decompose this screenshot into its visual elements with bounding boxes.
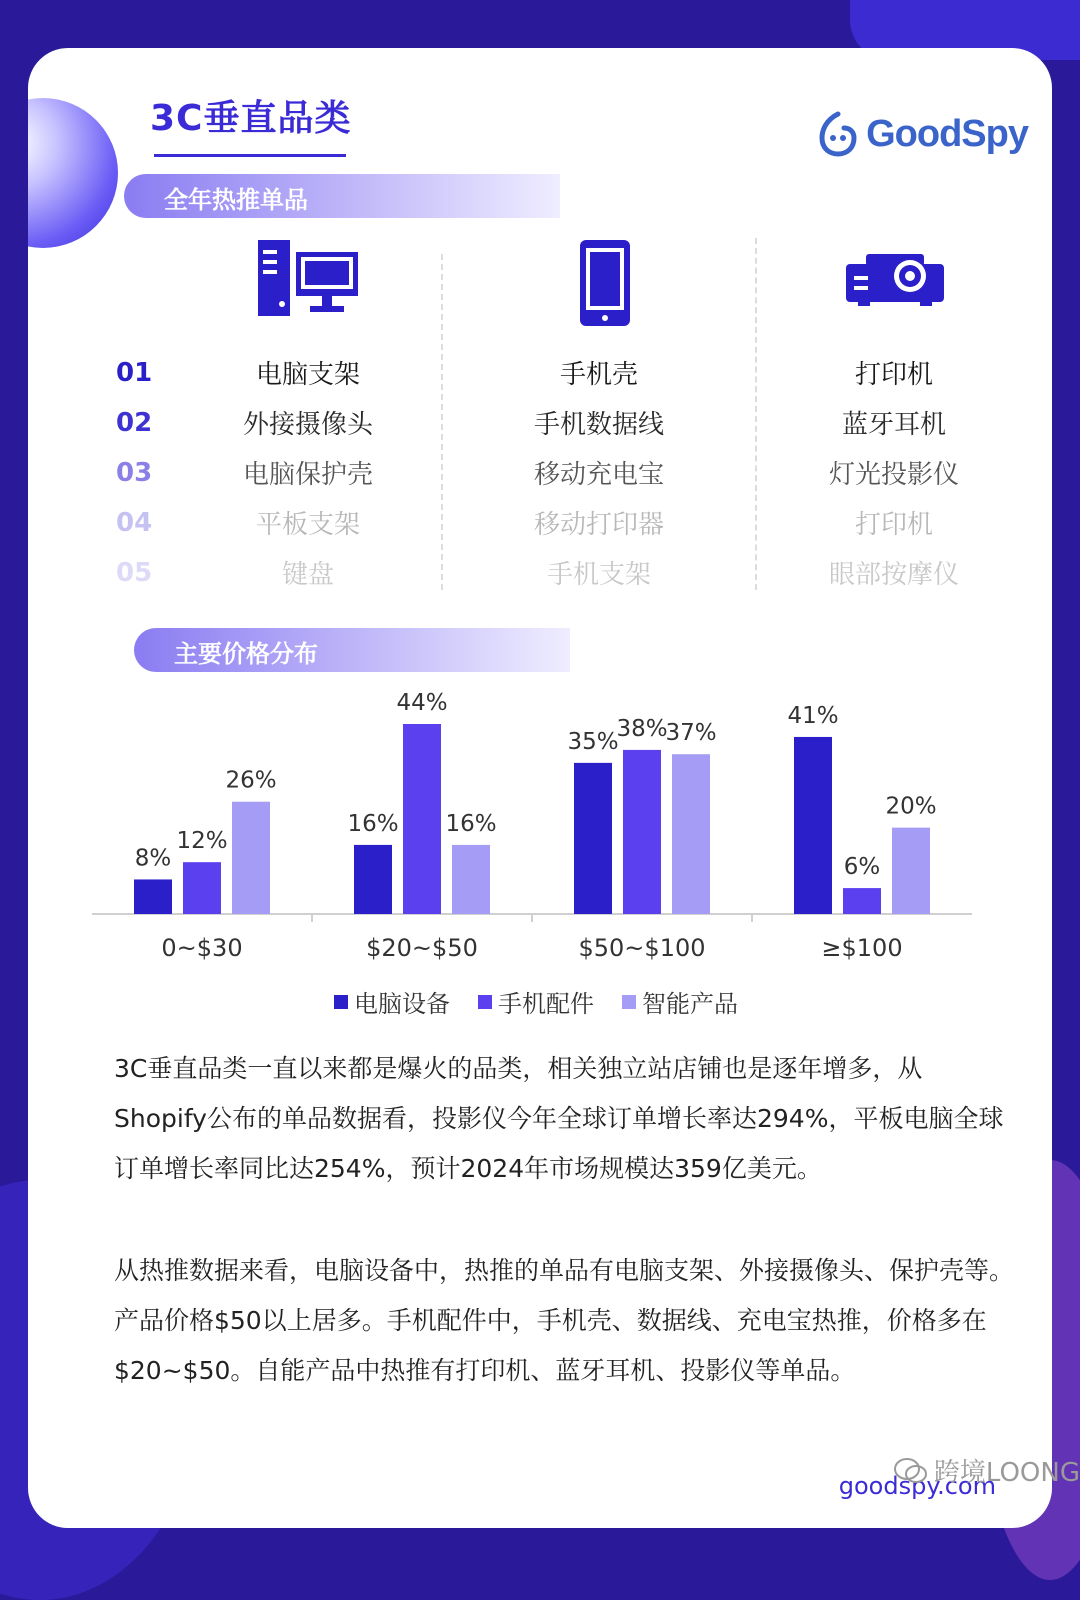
list-item: 灯光投影仪 xyxy=(828,460,959,490)
page-title: 3C垂直品类 xyxy=(150,98,352,139)
bar xyxy=(232,802,270,914)
legend-swatch xyxy=(622,995,636,1009)
bar xyxy=(672,754,710,914)
logo-text: GoodSpy xyxy=(866,112,1028,155)
list-item: 平板支架 xyxy=(255,510,360,540)
legend-label: 手机配件 xyxy=(498,990,594,1018)
list-item: 打印机 xyxy=(854,360,933,390)
rank-number: 05 xyxy=(116,558,153,588)
legend-swatch xyxy=(334,995,348,1009)
x-tick-label: $50~$100 xyxy=(578,934,706,962)
section-title: 全年热推单品 xyxy=(164,186,308,214)
list-item: 外接摄像头 xyxy=(242,410,373,440)
data-label: 41% xyxy=(787,702,839,729)
list-item: 键盘 xyxy=(281,560,334,590)
rank-number: 01 xyxy=(116,358,153,388)
bar xyxy=(183,862,221,914)
list-item: 蓝牙耳机 xyxy=(841,410,946,440)
watermark xyxy=(894,1452,1080,1489)
legend-label: 电脑设备 xyxy=(354,990,450,1018)
data-label: 38% xyxy=(616,715,668,742)
data-label: 8% xyxy=(134,845,172,872)
rank-number: 04 xyxy=(116,508,153,538)
list-item: 眼部按摩仪 xyxy=(828,560,959,590)
legend-item xyxy=(478,984,594,1019)
list-item: 手机数据线 xyxy=(533,410,664,440)
x-tick-label: $20~$50 xyxy=(366,934,478,962)
list-item: 电脑保护壳 xyxy=(242,460,373,490)
legend-label: 智能产品 xyxy=(642,990,738,1018)
wechat-icon xyxy=(894,1457,928,1485)
watermark-text: 跨境LOONG xyxy=(933,1458,1080,1488)
x-tick-label: ≥$100 xyxy=(821,934,903,962)
list-item: 移动打印器 xyxy=(533,510,664,540)
chart-legend xyxy=(334,984,738,1019)
bar xyxy=(574,763,612,914)
footer-url[interactable]: goodspy.com xyxy=(838,1472,996,1500)
bar xyxy=(403,724,441,914)
rank-number: 03 xyxy=(116,458,153,488)
bar xyxy=(452,845,490,914)
list-item: 电脑支架 xyxy=(255,360,360,390)
list-item: 手机支架 xyxy=(546,560,651,590)
data-label: 12% xyxy=(176,828,228,855)
data-label: 26% xyxy=(225,767,277,794)
rank-number: 02 xyxy=(116,408,153,438)
data-label: 35% xyxy=(567,728,619,755)
legend-item xyxy=(622,984,738,1019)
content-card xyxy=(28,48,1052,1528)
bar xyxy=(134,879,172,914)
price-distribution-chart xyxy=(28,48,1052,988)
list-item: 打印机 xyxy=(854,510,933,540)
bar xyxy=(892,828,930,914)
legend-swatch xyxy=(478,995,492,1009)
bar xyxy=(794,737,832,914)
x-tick-label: 0~$30 xyxy=(161,934,243,962)
data-label: 6% xyxy=(843,854,881,881)
body-paragraph: 从热推数据来看，电脑设备中，热推的单品有电脑支架、外接摄像头、保护壳等。产品价格$50以上居多。手机配件中，手机壳、数据线、充电宝热推，价格多在$20~$50。自能产品中热推有打印机、蓝牙耳机、投影仪等单品。 xyxy=(114,1256,1015,1385)
data-label: 16% xyxy=(445,810,497,837)
legend-item xyxy=(334,984,450,1019)
section-title: 主要价格分布 xyxy=(174,640,318,668)
body-paragraph: 3C垂直品类一直以来都是爆火的品类，相关独立站店铺也是逐年增多，从Shopify公布的单品数据看，投影仪今年全球订单增长率达294%，平板电脑全球订单增长率同比达254%，预计2024年市场规模达359亿美元。 xyxy=(114,1054,1004,1183)
data-label: 20% xyxy=(885,793,937,820)
bar xyxy=(623,750,661,914)
list-item: 手机壳 xyxy=(559,360,638,390)
data-label: 44% xyxy=(396,690,448,716)
bar xyxy=(354,845,392,914)
bar xyxy=(843,888,881,914)
list-item: 移动充电宝 xyxy=(533,460,664,490)
data-label: 16% xyxy=(347,810,399,837)
data-label: 37% xyxy=(665,720,717,747)
